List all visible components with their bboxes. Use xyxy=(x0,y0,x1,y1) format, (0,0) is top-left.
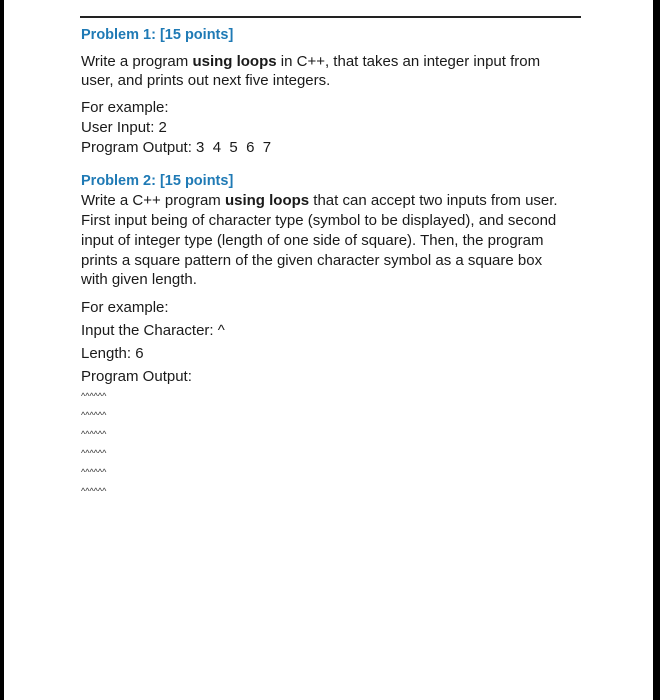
output-row: ^^^^^^ xyxy=(81,429,107,439)
problem1-heading: Problem 1: [15 points] xyxy=(81,27,234,43)
problem1-input: User Input: 2 xyxy=(81,119,167,136)
problem2-input-char: Input the Character: ^ xyxy=(81,322,225,339)
problem2-heading: Problem 2: [15 points] xyxy=(81,173,234,189)
output-row: ^^^^^^ xyxy=(81,410,107,420)
output-row: ^^^^^^ xyxy=(81,391,107,401)
problem2-length: Length: 6 xyxy=(81,345,144,362)
problem1-desc-line: Write a program using loops in C++, that takes an integer input from xyxy=(81,53,541,70)
problem1-desc-line: user, and prints out next five integers. xyxy=(81,72,331,89)
problem2-example-label: For example: xyxy=(81,299,169,316)
document-page xyxy=(4,0,653,700)
output-row: ^^^^^^ xyxy=(81,467,107,477)
output-row: ^^^^^^ xyxy=(81,448,107,458)
problem2-output-label: Program Output: xyxy=(81,368,192,385)
problem2-desc-line: with given length. xyxy=(81,271,197,288)
problem2-desc-line: Write a C++ program using loops that can accept two inputs from user. xyxy=(81,192,558,209)
output-row: ^^^^^^ xyxy=(81,486,107,496)
problem2-desc-line: First input being of character type (symbol to be displayed), and second xyxy=(81,212,557,229)
horizontal-rule xyxy=(80,16,581,18)
problem2-desc-line: prints a square pattern of the given character symbol as a square box xyxy=(81,252,543,269)
problem1-example-label: For example: xyxy=(81,99,169,116)
problem1-output: Program Output: 3 4 5 6 7 xyxy=(81,139,272,156)
problem2-desc-line: input of integer type (length of one side of square). Then, the program xyxy=(81,232,544,249)
